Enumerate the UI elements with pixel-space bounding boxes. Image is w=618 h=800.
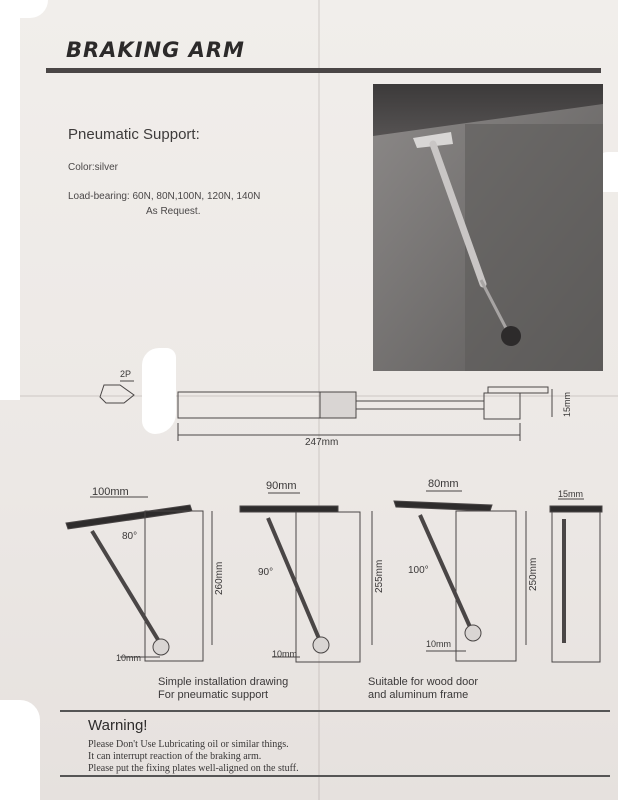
section-title: Pneumatic Support:: [68, 126, 200, 143]
warning-line: Please Don't Use Lubricating oil or similar things.: [88, 739, 289, 750]
dim-2p: 2P: [120, 369, 132, 379]
spec-load-bearing: Load-bearing: 60N, 80N,100N, 120N, 140N: [68, 191, 261, 202]
caption-right-1: Suitable for wood door: [368, 676, 479, 688]
product-photo: [373, 84, 603, 371]
warning-bottom-rule: [60, 775, 610, 777]
install-3-offset: 10mm: [426, 639, 452, 649]
dim-length: 247mm: [305, 437, 339, 448]
install-3-width: 80mm: [428, 478, 459, 490]
warning-line: Please put the fixing plates well-aligned on the stuff.: [88, 763, 299, 774]
torn-edge: [0, 700, 40, 800]
install-1-width: 100mm: [92, 486, 129, 498]
gas-strut-photo-icon: [373, 84, 603, 371]
install-2-height: 255mm: [374, 559, 385, 593]
install-2-width: 90mm: [266, 480, 297, 492]
install-1-offset: 10mm: [116, 653, 142, 663]
install-2-angle: 90°: [258, 567, 274, 578]
caption-left-1: Simple installation drawing: [158, 676, 289, 688]
caption-right-2: and aluminum frame: [368, 689, 469, 701]
install-2-offset: 10mm: [272, 649, 298, 659]
install-drawings: [0, 475, 618, 675]
caption-left-2: For pneumatic support: [158, 689, 269, 701]
title-rule: [46, 68, 601, 73]
warning-title: Warning!: [88, 717, 148, 734]
dimension-drawing: [0, 355, 618, 455]
install-1-height: 260mm: [214, 561, 225, 595]
spec-as-request: As Request.: [146, 206, 201, 217]
warning-line: It can interrupt reaction of the braking arm.: [88, 751, 262, 762]
side-view-width: 15mm: [558, 489, 584, 499]
install-3-height: 250mm: [528, 557, 539, 591]
warning-top-rule: [60, 710, 610, 712]
torn-edge: [0, 0, 20, 400]
install-3-angle: 100°: [408, 565, 429, 576]
spec-color: Color:silver: [68, 162, 119, 173]
page-title: BRAKING ARM: [66, 38, 245, 62]
install-1-angle: 80°: [122, 531, 138, 542]
dim-height: 15mm: [562, 391, 572, 417]
